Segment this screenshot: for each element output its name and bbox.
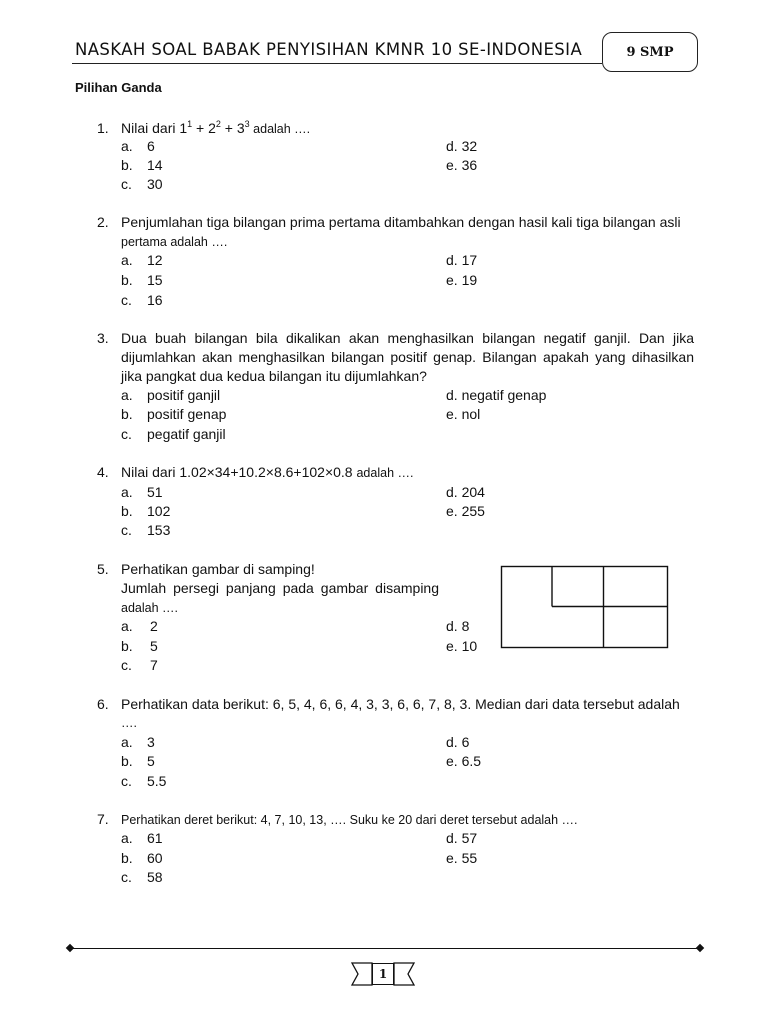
option-a: 3 xyxy=(147,734,155,750)
question-text-line-1: Perhatikan data berikut: 6, 5, 4, 6, 6, 4, 3, 3, 6, 6, 7, 8, 3. Median dari data tersebut adalah xyxy=(121,696,680,712)
option-a: positif ganjil xyxy=(147,387,221,403)
option-a: 6 xyxy=(147,138,155,154)
option-a-letter: a. xyxy=(121,387,133,403)
option-d: d. negatif genap xyxy=(446,387,547,403)
question-text-line-3: adalah …. xyxy=(121,601,178,615)
option-d: d. 17 xyxy=(446,252,478,268)
question-text-line-2: …. xyxy=(121,716,137,730)
document-header-title: NASKAH SOAL BABAK PENYISIHAN KMNR 10 SE-INDONESIA xyxy=(75,40,583,59)
question-number: 1. xyxy=(97,120,109,136)
question-text-line-1: Penjumlahan tiga bilangan prima pertama ditambahkan dengan hasil kali tiga bilangan asli xyxy=(121,214,681,230)
option-a: 12 xyxy=(147,252,163,268)
option-b: 5 xyxy=(150,638,158,654)
option-d: d. 32 xyxy=(446,138,478,154)
option-b-letter: b. xyxy=(121,638,133,654)
page-number: 1 xyxy=(372,963,394,985)
option-c-letter: c. xyxy=(121,176,132,192)
option-b: 15 xyxy=(147,272,163,288)
option-b: 5 xyxy=(147,753,155,769)
option-c: 58 xyxy=(147,869,163,885)
option-a: 51 xyxy=(147,484,163,500)
option-b: positif genap xyxy=(147,406,227,422)
option-c: 7 xyxy=(150,657,158,673)
option-b: 14 xyxy=(147,157,163,173)
question-number: 2. xyxy=(97,214,109,230)
option-a-letter: a. xyxy=(121,830,133,846)
option-c: 30 xyxy=(147,176,163,192)
question-number: 4. xyxy=(97,464,109,480)
question-text: Perhatikan deret berikut: 4, 7, 10, 13, …. Suku ke 20 dari deret tersebut adalah …. xyxy=(121,813,578,827)
section-title: Pilihan Ganda xyxy=(75,80,162,95)
option-a-letter: a. xyxy=(121,734,133,750)
option-c-letter: c. xyxy=(121,292,132,308)
question-text-line-2: dijumlahkan akan menghasilkan bilangan positif genap. Bilangan apakah yang dihasilkan xyxy=(121,349,694,365)
option-a: 61 xyxy=(147,830,163,846)
question-number: 3. xyxy=(97,330,109,346)
option-e: e. 19 xyxy=(446,272,478,288)
option-b-letter: b. xyxy=(121,753,133,769)
option-e: e. 6.5 xyxy=(446,753,482,769)
option-e: e. 255 xyxy=(446,503,485,519)
option-c-letter: c. xyxy=(121,869,132,885)
question-text: Nilai dari $1^1 + 2^2 + 3^3$ adalah …. xyxy=(121,119,311,136)
grade-badge: 9 SMP xyxy=(602,32,698,72)
question-text-line-3: jika pangkat dua kedua bilangan itu dijumlahkan? xyxy=(121,368,427,384)
option-b: 60 xyxy=(147,850,163,866)
option-c-letter: c. xyxy=(121,426,132,442)
option-a-letter: a. xyxy=(121,618,133,634)
option-e: e. nol xyxy=(446,406,481,422)
question-number: 6. xyxy=(97,696,109,712)
option-c: 16 xyxy=(147,292,163,308)
option-b-letter: b. xyxy=(121,503,133,519)
question-text: Nilai dari 1.02×34+10.2×8.6+102×0.8 adalah …. xyxy=(121,464,414,480)
option-e: e. 55 xyxy=(446,850,478,866)
option-c: pegatif ganjil xyxy=(147,426,226,442)
option-c-letter: c. xyxy=(121,657,132,673)
option-a-letter: a. xyxy=(121,484,133,500)
option-c-letter: c. xyxy=(121,522,132,538)
question-number: 5. xyxy=(97,561,109,577)
option-e: e. 36 xyxy=(446,157,478,173)
option-a-letter: a. xyxy=(121,138,133,154)
option-d: d. 57 xyxy=(446,830,478,846)
option-b-letter: b. xyxy=(121,157,133,173)
option-a-letter: a. xyxy=(121,252,133,268)
question-text-line-1: Perhatikan gambar di samping! xyxy=(121,561,315,577)
option-c-letter: c. xyxy=(121,773,132,789)
question-text-line-2: Jumlah persegi panjang pada gambar disamping xyxy=(121,580,439,596)
option-b-letter: b. xyxy=(121,272,133,288)
option-d: d. 204 xyxy=(446,484,485,500)
option-c: 153 xyxy=(147,522,171,538)
option-b-letter: b. xyxy=(121,850,133,866)
option-d: d. 8 xyxy=(446,618,470,634)
question-number: 7. xyxy=(97,811,109,827)
option-d: d. 6 xyxy=(446,734,470,750)
option-c: 5.5 xyxy=(147,773,167,789)
option-b: 102 xyxy=(147,503,171,519)
option-a: 2 xyxy=(150,618,158,634)
question-text-line-2: pertama adalah …. xyxy=(121,235,228,249)
option-e: e. 10 xyxy=(446,638,478,654)
question-text-line-1: Dua buah bilangan bila dikalikan akan menghasilkan bilangan negatif ganjil. Dan jika xyxy=(121,330,694,346)
option-b-letter: b. xyxy=(121,406,133,422)
